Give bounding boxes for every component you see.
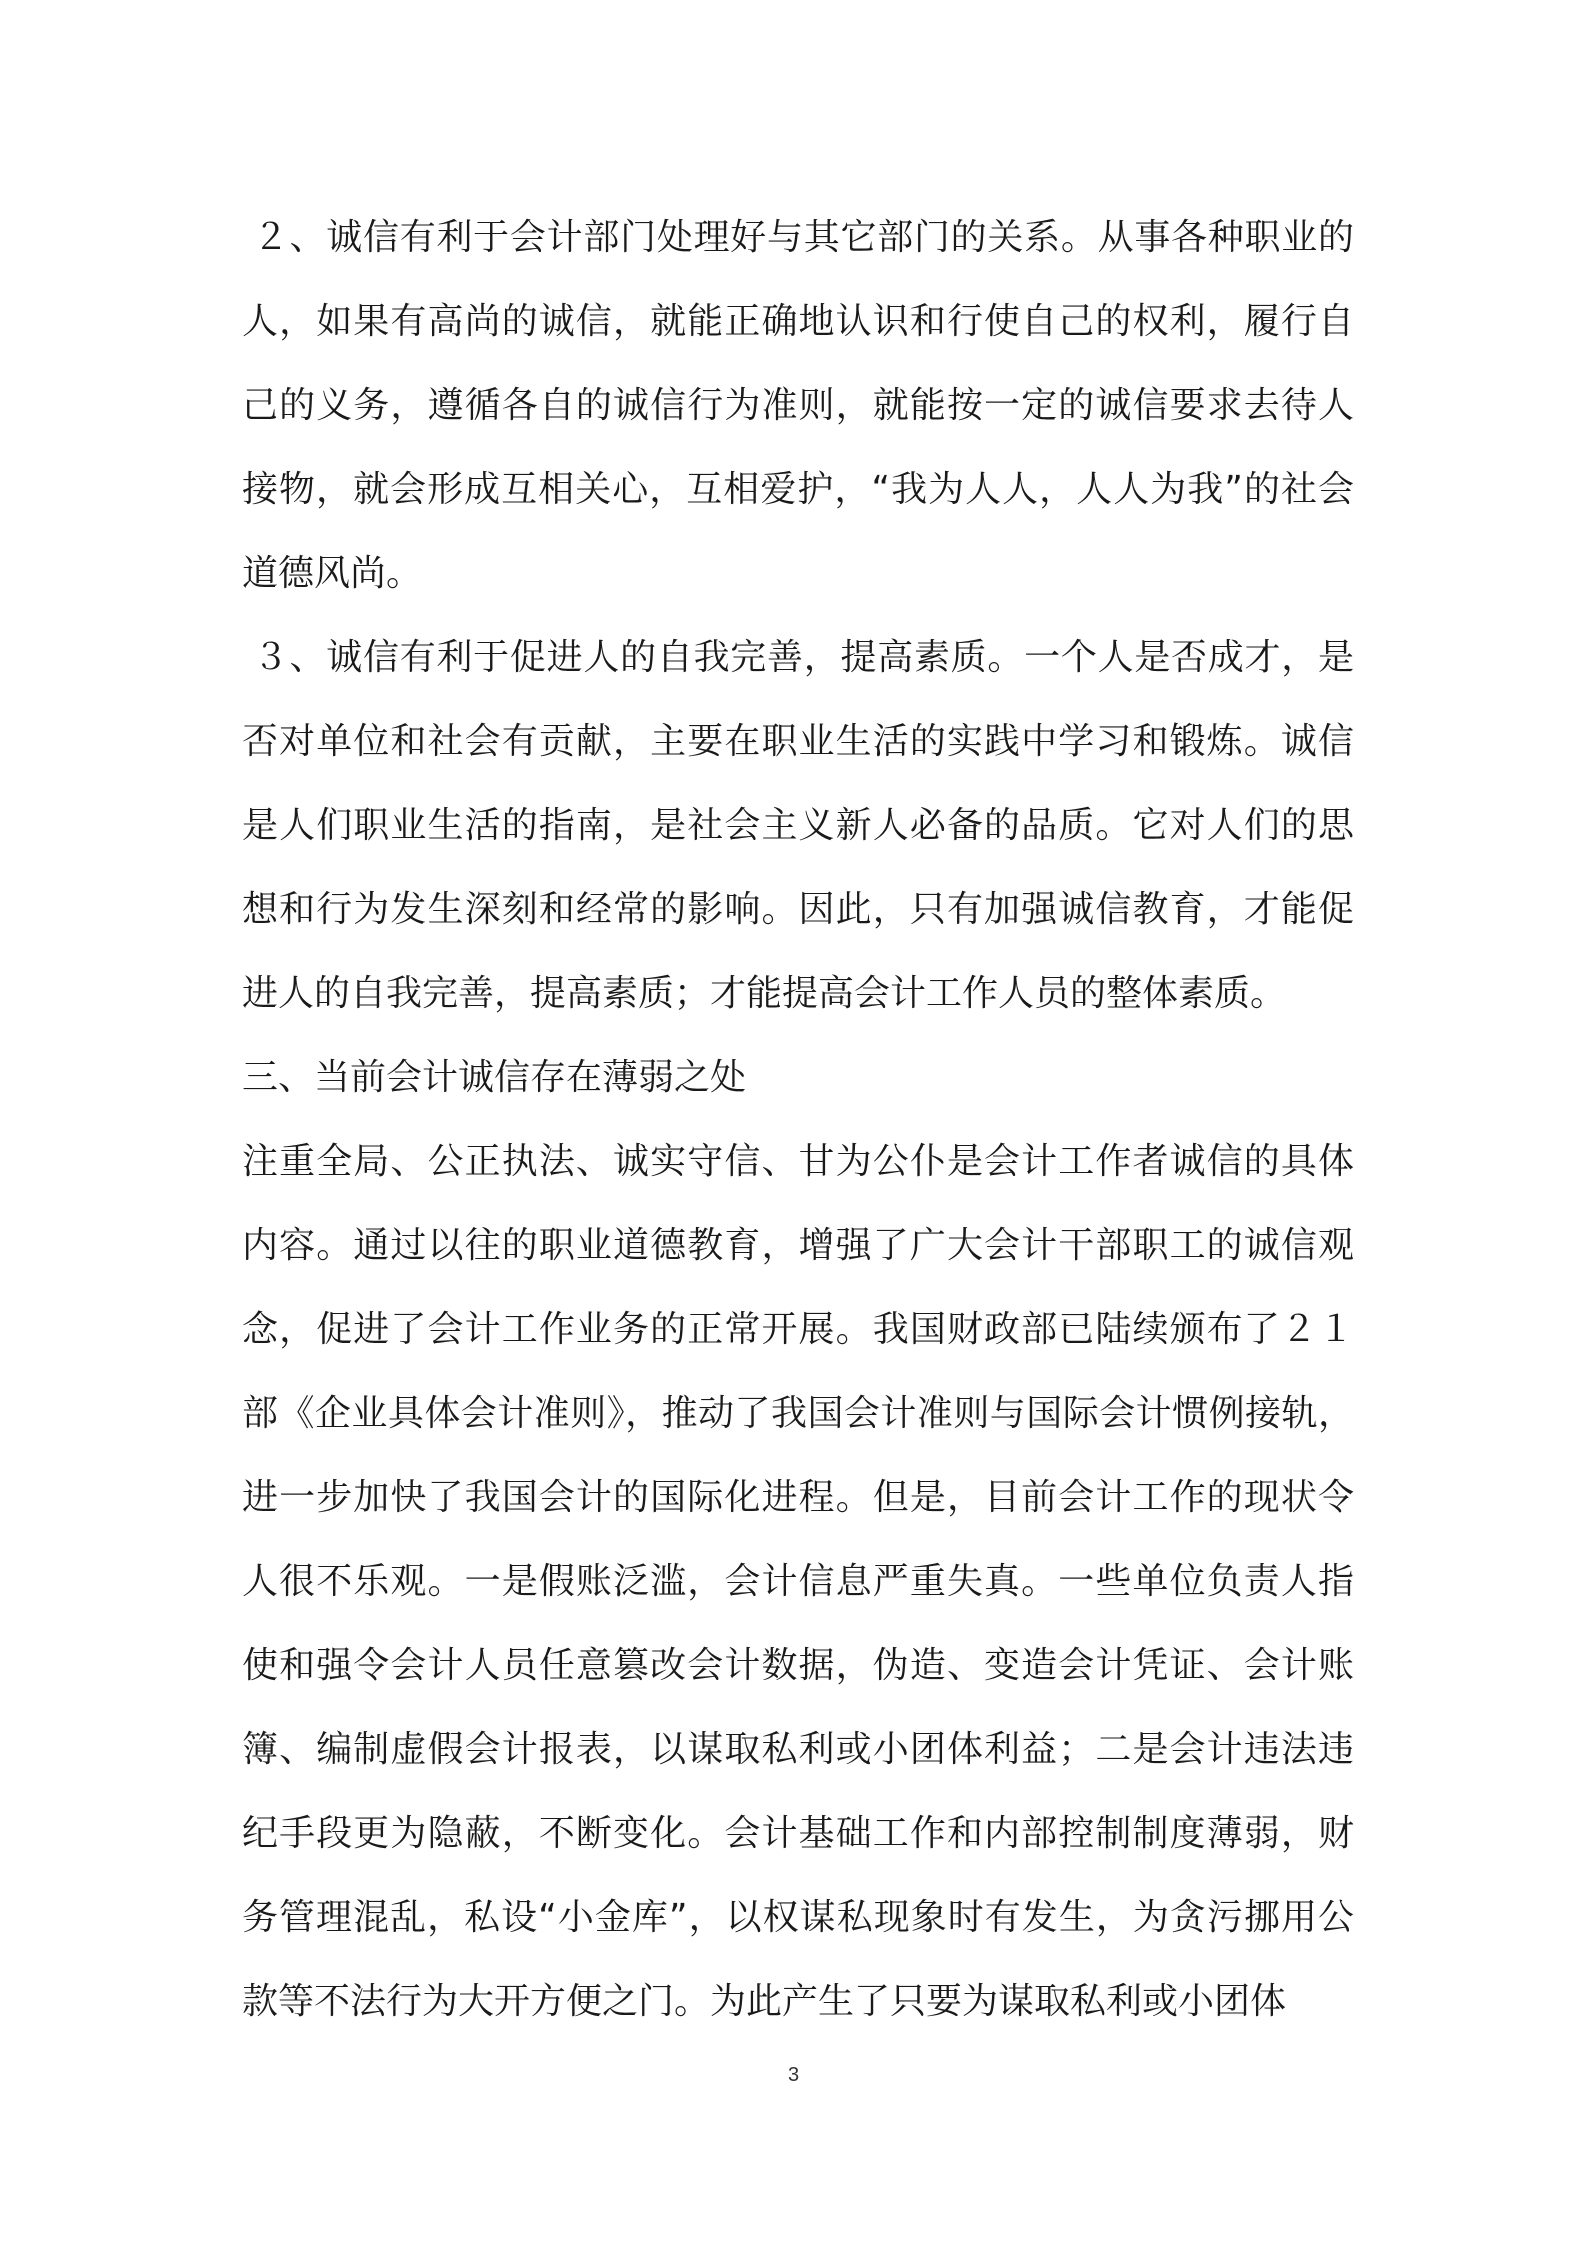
paragraph-integrity-self-improvement: ３、诚信有利于促进人的自我完善，提高素质。一个人是否成才，是否对单位和社会有贡献，主要在职业生活的实践中学习和锻炼。诚信是人们职业生活的指南，是社会主义新人必备的品质。它对人们的思想和行为发生深刻和经常的影响。因此，只有加强诚信教育，才能促进人的自我完善，提高素质；才能提高会计工作人员的整体素质。 [242, 637, 1354, 1014]
page-number: 3 [787, 2064, 800, 2086]
paragraph-integrity-departments: ２、诚信有利于会计部门处理好与其它部门的关系。从事各种职业的人，如果有高尚的诚信，就能正确地认识和行使自己的权利，履行自己的义务，遵循各自的诚信行为准则，就能按一定的诚信要求去待人接物，就会形成互相关心，互相爱护，“我为人人，人人为我”的社会道德风尚。 [242, 217, 1354, 594]
document-body [242, 196, 1354, 2044]
section-heading: 三、当前会计诚信存在薄弱之处 [242, 1057, 747, 1098]
paragraph-current-weaknesses: 注重全局、公正执法、诚实守信、甘为公仆是会计工作者诚信的具体内容。通过以往的职业道德教育，增强了广大会计干部职工的诚信观念，促进了会计工作业务的正常开展。我国财政部已陆续颁布了２１部《企业具体会计准则》，推动了我国会计准则与国际会计惯例接轨，进一步加快了我国会计的国际化进程。但是，目前会计工作的现状令人很不乐观。一是假账泛滥，会计信息严重失真。一些单位负责人指使和强令会计人员任意篡改会计数据，伪造、变造会计凭证、会计账簿、编制虚假会计报表，以谋取私利或小团体利益；二是会计违法违纪手段更为隐蔽，不断变化。会计基础工作和内部控制制度薄弱，财务管理混乱，私设“小金库”，以权谋私现象时有发生，为贪污挪用公款等不法行为大开方便之门。为此产生了只要为谋取私利或小团体 [242, 1141, 1354, 2022]
